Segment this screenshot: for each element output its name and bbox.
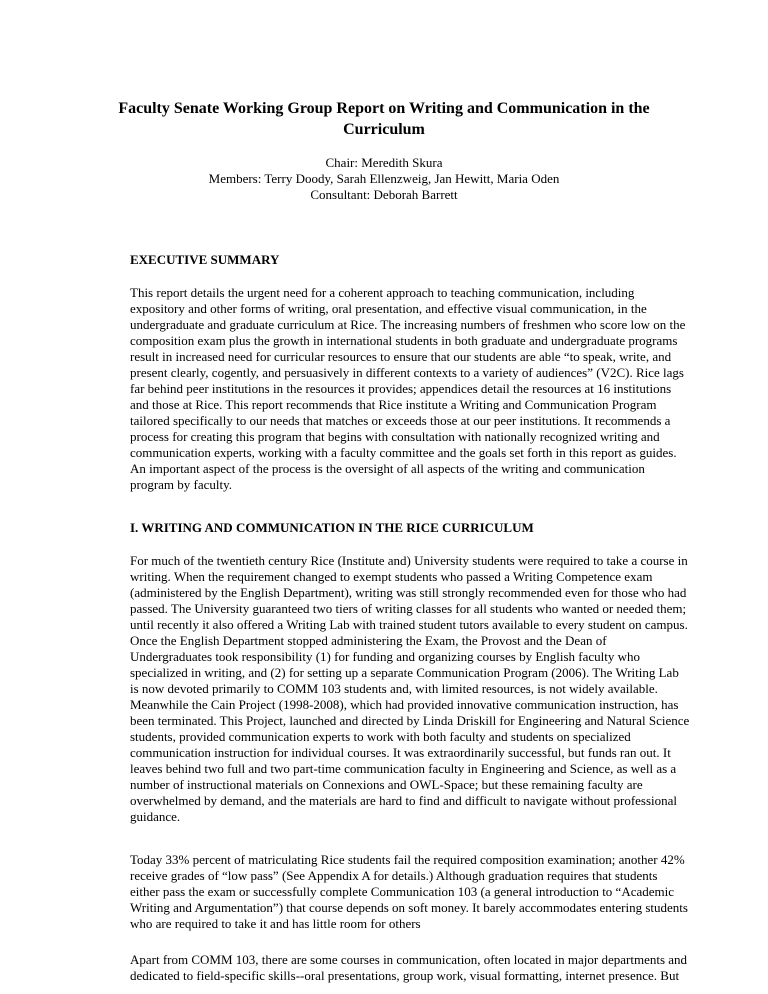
report-title [90, 98, 678, 140]
title-line: Faculty Senate Working Group Report on Writing and Communication in the [118, 100, 650, 117]
text-line: composition exam plus the growth in international students in both graduate and undergraduate programs [130, 333, 678, 348]
executive-summary-paragraph [130, 285, 690, 493]
text-line: Writing and Argumentation”) that course depends on soft money. It barely accommodates entering students [130, 900, 688, 915]
text-line: who are required to take it and has little room for others [130, 916, 421, 931]
text-line: communication experts, working with a faculty committee and the goals set forth in this report as guides. [130, 445, 677, 460]
text-line: until recently it also offered a Writing Lab with trained student tutors available to every student on campus. [130, 617, 688, 632]
text-line: Meanwhile the Cain Project (1998-2008), which had provided innovative communication instruction, has [130, 697, 679, 712]
text-line: is now devoted primarily to COMM 103 students and, with limited resources, is not widely available. [130, 681, 658, 696]
text-line: writing. When the requirement changed to exempt students who passed a Writing Competence exam [130, 569, 653, 584]
text-line: program by faculty. [130, 477, 233, 492]
text-line: communication instruction for individual courses. It was extraordinarily successful, but funds ran out. It [130, 745, 671, 760]
text-line: specialized in writing, and (2) for setting up a separate Communication Program (2006). The Writing Lab [130, 665, 679, 680]
members-line: Members: Terry Doody, Sarah Ellenzweig, Jan Hewitt, Maria Oden [208, 171, 560, 186]
section-1-heading: I. WRITING AND COMMUNICATION IN THE RICE CURRICULUM [130, 520, 534, 535]
text-line: and those at Rice. This report recommends that Rice institute a Writing and Communication Program [130, 397, 657, 412]
text-line: Undergraduates took responsibility (1) for funding and organizing courses by English faculty who [130, 649, 641, 664]
text-line: An important aspect of the process is the oversight of all aspects of the writing and communication [130, 461, 645, 476]
title-line: Curriculum [343, 121, 425, 138]
text-line: Once the English Department stopped administering the Exam, the Provost and the Dean of [130, 633, 607, 648]
text-line: tailored specifically to our needs that matches or exceeds those at our peer institutions. It recommends a [130, 413, 671, 428]
text-line: dedicated to field-specific skills--oral presentations, group work, visual formatting, internet presence. But [130, 968, 680, 983]
text-line: present clearly, cogently, and persuasively in different contexts to a variety of audiences” (V2C). Rice lags [130, 365, 684, 380]
text-line: receive grades of “low pass” (See Appendix A for details.) Although graduation requires that students [130, 868, 658, 883]
text-line: This report details the urgent need for a coherent approach to teaching communication, including [130, 285, 635, 300]
text-line: far behind peer institutions in the resources it provides; appendices detail the resources at 16 institutions [130, 381, 672, 396]
section-1-paragraph-1 [130, 553, 690, 825]
text-line: been terminated. This Project, launched and directed by Linda Driskill for Engineering and Natural Science [130, 713, 690, 728]
section-1-paragraph-2 [130, 852, 690, 932]
text-line: result in increased need for curricular resources to ensure that our students are able “to speak, write, and [130, 349, 672, 364]
text-line: expository and other forms of writing, oral presentation, and effective visual communication, in the [130, 301, 647, 316]
executive-summary-heading: EXECUTIVE SUMMARY [130, 252, 280, 267]
text-line: passed. The University guaranteed two tiers of writing classes for all students who wanted or needed them; [130, 601, 687, 616]
text-line: number of instructional materials on Connexions and OWL-Space; but these remaining faculty are [130, 777, 643, 792]
text-line: Apart from COMM 103, there are some courses in communication, often located in major departments and [130, 952, 688, 967]
text-line: undergraduate and graduate curriculum at Rice. The increasing numbers of freshmen who score low on the [130, 317, 686, 332]
committee-info [90, 155, 678, 203]
text-line: overwhelmed by demand, and the materials are hard to find and difficult to navigate without professional [130, 793, 678, 808]
text-line: guidance. [130, 809, 181, 824]
text-line: For much of the twentieth century Rice (Institute and) University students were required to take a course in [130, 553, 688, 568]
text-line: Today 33% percent of matriculating Rice students fail the required composition examination; another 42% [130, 852, 685, 867]
text-line: leaves behind two full and two part-time communication faculty in Engineering and Science, as well as a [130, 761, 677, 776]
section-1-paragraph-3 [130, 952, 690, 984]
text-line: process for creating this program that begins with consultation with nationally recognized writing and [130, 429, 660, 444]
text-line: either pass the exam or successfully complete Communication 103 (a general introduction to “Academic [130, 884, 675, 899]
consultant-line: Consultant: Deborah Barrett [310, 187, 458, 202]
text-line: students, provided communication experts to work with both faculty and students on specialized [130, 729, 631, 744]
chair-line: Chair: Meredith Skura [325, 155, 443, 170]
text-line: (administered by the English Department), writing was still strongly recommended even for those who had [130, 585, 687, 600]
